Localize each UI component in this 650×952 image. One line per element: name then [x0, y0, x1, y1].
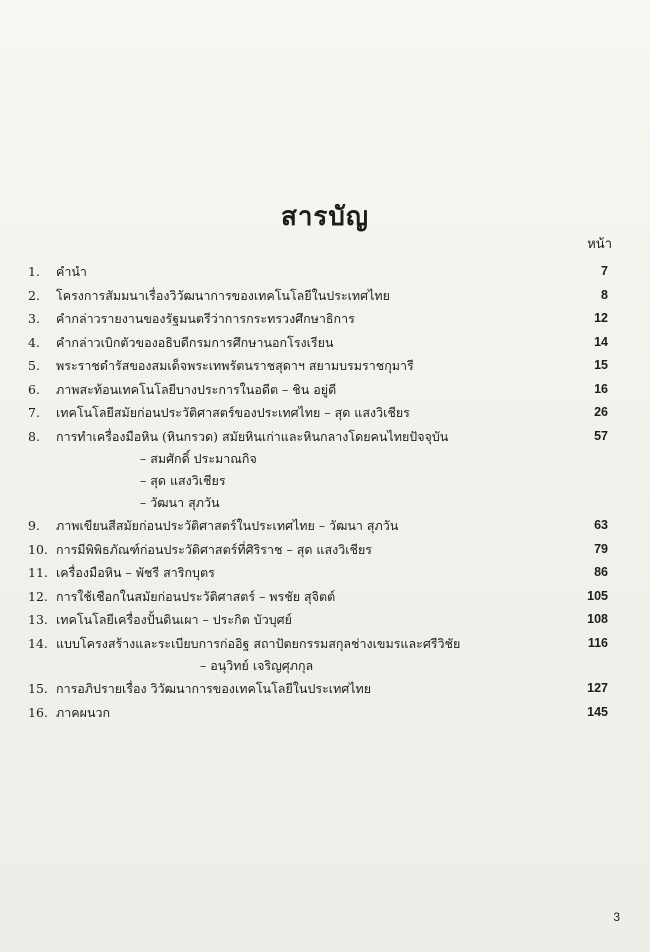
toc-entry-title: แบบโครงสร้างและระเบียบการก่ออิฐ สถาปัตยกรรมสกุลช่างเขมรและศรีวิชัย [56, 635, 461, 651]
table-of-contents [28, 260, 608, 724]
toc-author-name: – อนุวิทย์ เจริญศุภกุล [200, 658, 314, 673]
toc-entry-number: 10. [28, 541, 48, 557]
toc-entry-number: 4. [28, 334, 40, 350]
page-number: 3 [613, 910, 620, 924]
toc-entry-number: 9. [28, 518, 40, 533]
toc-entry [28, 331, 608, 355]
toc-entry-title: การมีพิพิธภัณฑ์ก่อนประวัติศาสตร์ที่ศิริราช – สุด แสงวิเชียร [56, 541, 373, 557]
toc-author-name: – สุด แสงวิเชียร [140, 473, 226, 488]
toc-entry-number: 16. [28, 704, 48, 720]
toc-entry-page: 127 [587, 681, 608, 695]
toc-sub-author [28, 448, 608, 470]
toc-sub-author [28, 470, 608, 492]
toc-entry-number: 15. [28, 681, 48, 696]
toc-entry-number: 8. [28, 428, 40, 444]
toc-entry-page: 86 [594, 565, 608, 579]
toc-entry-number: 5. [28, 358, 40, 373]
toc-entry [28, 677, 608, 701]
toc-entry [28, 354, 608, 378]
toc-entry-number: 1. [28, 264, 40, 279]
toc-entry-page: 8 [601, 287, 608, 302]
toc-entry-page: 12 [594, 311, 608, 325]
toc-entry-title: เทคโนโลยีเครื่องปั้นดินเผา – ประกิต บัวบุศย์ [56, 612, 292, 627]
toc-entry [28, 538, 608, 562]
toc-entry [28, 260, 608, 284]
toc-entry-page: 63 [594, 518, 608, 532]
toc-entry-page: 26 [594, 405, 608, 419]
toc-entry-page: 57 [594, 428, 608, 443]
toc-entry-title: โครงการสัมมนาเรื่องวิวัฒนาการของเทคโนโลยีในประเทศไทย [56, 287, 390, 303]
toc-entry [28, 284, 608, 308]
toc-entry-title: คำนำ [56, 264, 87, 279]
toc-entry-number: 12. [28, 588, 48, 604]
toc-entry-number: 13. [28, 612, 48, 627]
toc-entry-title: ภาพเขียนสีสมัยก่อนประวัติศาสตร์ในประเทศไทย – วัฒนา สุภวัน [56, 518, 399, 533]
toc-entry-title: เทคโนโลยีสมัยก่อนประวัติศาสตร์ของประเทศไทย – สุด แสงวิเชียร [56, 405, 410, 420]
toc-entry-title: เครื่องมือหิน – พัชรี สาริกบุตร [56, 565, 215, 580]
toc-entry-page: 79 [594, 541, 608, 556]
toc-entry [28, 632, 608, 656]
toc-entry-title: การทำเครื่องมือหิน (หินกรวด) สมัยหินเก่าและหินกลางโดยคนไทยปัจจุบัน [56, 428, 449, 444]
page-title: สารบัญ [280, 202, 370, 232]
toc-sub-author [28, 655, 608, 677]
toc-entry [28, 425, 608, 449]
toc-entry-title: ภาพสะท้อนเทคโนโลยีบางประการในอดีต – ชิน อยู่ดี [56, 381, 337, 397]
toc-author-name: – วัฒนา สุภวัน [140, 495, 220, 510]
toc-entry [28, 378, 608, 402]
toc-entry-page: 16 [594, 381, 608, 396]
toc-entry [28, 561, 608, 585]
toc-entry-title: การอภิปรายเรื่อง วิวัฒนาการของเทคโนโลยีในประเทศไทย [56, 681, 372, 696]
toc-author-name: – สมศักดิ์ ประมาณกิจ [140, 451, 257, 466]
toc-entry-number: 7. [28, 405, 40, 420]
toc-entry-number: 3. [28, 311, 40, 326]
toc-entry [28, 608, 608, 632]
page-column-header: หน้า [587, 237, 612, 252]
toc-entry-page: 108 [587, 612, 608, 626]
toc-sub-author [28, 492, 608, 514]
toc-entry-number: 2. [28, 287, 40, 303]
toc-entry-page: 14 [594, 334, 608, 349]
toc-entry [28, 701, 608, 725]
toc-entry-title: การใช้เชือกในสมัยก่อนประวัติศาสตร์ – พรชัย สุจิตต์ [56, 588, 336, 604]
toc-entry-page: 105 [587, 588, 608, 603]
toc-entry-number: 6. [28, 381, 40, 397]
toc-entry-title: คำกล่าวรายงานของรัฐมนตรีว่าการกระทรวงศึกษาธิการ [56, 311, 355, 326]
toc-entry-number: 14. [28, 635, 48, 651]
toc-entry-title: ภาคผนวก [56, 704, 111, 720]
toc-entry-title: คำกล่าวเบิกตัวของอธิบดีกรมการศึกษานอกโรงเรียน [56, 334, 334, 350]
toc-entry [28, 514, 608, 538]
toc-entry [28, 307, 608, 331]
toc-entry [28, 585, 608, 609]
toc-entry-page: 145 [587, 704, 608, 719]
toc-entry-page: 15 [594, 358, 608, 372]
toc-entry-title: พระราชดำรัสของสมเด็จพระเทพรัตนราชสุดาฯ สยามบรมราชกุมารี [56, 358, 414, 373]
toc-entry-number: 11. [28, 565, 48, 580]
toc-entry-page: 7 [601, 264, 608, 278]
toc-entry [28, 401, 608, 425]
toc-entry-page: 116 [587, 635, 608, 650]
